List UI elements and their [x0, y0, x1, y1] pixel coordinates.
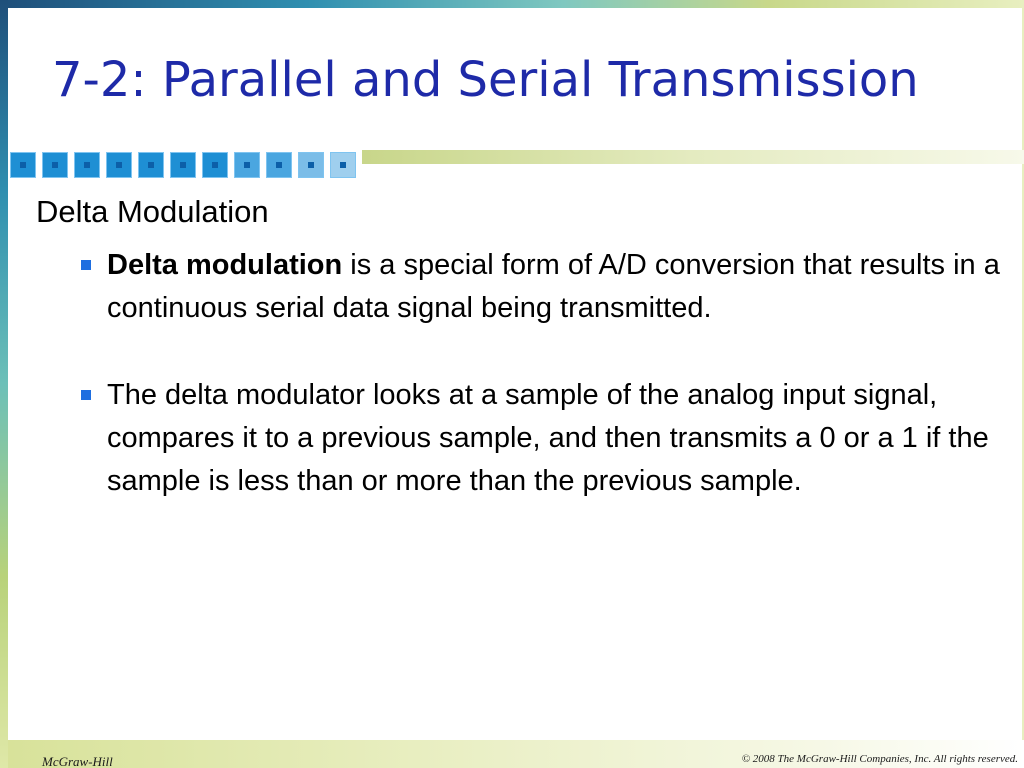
decor-square [202, 152, 228, 178]
slide-content [36, 192, 1006, 547]
bullet-bold-term: Delta modulation [107, 249, 343, 281]
decor-square [298, 152, 324, 178]
decor-square [266, 152, 292, 178]
decorative-square-row [10, 150, 362, 180]
top-decor-bar [0, 0, 1024, 8]
footer-publisher: McGraw-Hill [42, 754, 113, 768]
decor-square [170, 152, 196, 178]
section-heading: Delta Modulation [36, 194, 269, 229]
decor-square [330, 152, 356, 178]
slide-title: 7-2: Parallel and Serial Transmission [52, 52, 919, 108]
bullet-text: is a special form of A/D conversion that results in a continuous serial data signal being transmitted. [107, 249, 1000, 324]
decor-square [138, 152, 164, 178]
footer-copyright: © 2008 The McGraw-Hill Companies, Inc. All rights reserved. [741, 753, 1018, 765]
left-decor-bar [0, 0, 8, 768]
bullet-list [36, 244, 1006, 503]
decor-square [10, 152, 36, 178]
bullet-item [36, 244, 1006, 330]
decor-square [234, 152, 260, 178]
bullet-text: The delta modulator looks at a sample of the analog input signal, compares it to a previous sample, and then transmits a 0 or a 1 if the sample is less than or more than the previous sample. [107, 379, 989, 497]
title-divider [362, 150, 1024, 164]
decor-square [42, 152, 68, 178]
decor-square [74, 152, 100, 178]
bullet-item [36, 374, 1006, 503]
decor-square [106, 152, 132, 178]
square-bullet-icon [81, 260, 91, 270]
square-bullet-icon [81, 390, 91, 400]
